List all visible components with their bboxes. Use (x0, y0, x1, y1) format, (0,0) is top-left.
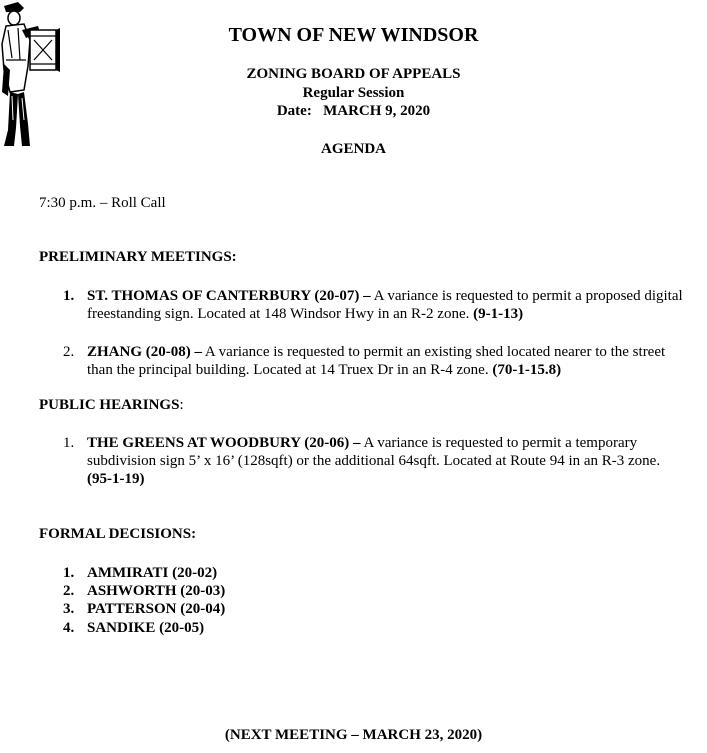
preliminary-item (63, 343, 688, 379)
item-description: A variance is requested to permit a proposed digital freestanding sign. Located at 148 Windsor Hwy in an R-2 zone. (87, 288, 683, 322)
item-description: A variance is requested to permit an existing shed located nearer to the street than the principal building. Located at 14 Truex Dr in an R-4 zone. (87, 344, 666, 378)
public-hearings-heading (39, 397, 184, 414)
preliminary-item (63, 287, 688, 323)
item-parcel-ref: (9-1-13) (473, 306, 524, 322)
formal-decision-item (63, 619, 688, 637)
public-hearing-item (63, 434, 688, 488)
session-type: Regular Session (302, 85, 405, 101)
item-body (87, 343, 688, 379)
meeting-date (0, 103, 707, 120)
date-label: Date: (276, 103, 312, 119)
item-number: 1. (63, 565, 75, 581)
item-number: 2. (63, 583, 75, 599)
item-parcel-ref: (70-1-15.8) (492, 362, 562, 378)
roll-call: 7:30 p.m. – Roll Call (39, 195, 166, 211)
agenda-heading: AGENDA (320, 141, 386, 157)
date-value: MARCH 9, 2020 (323, 103, 431, 119)
item-parcel-ref: (95-1-19) (87, 471, 145, 487)
preliminary-heading: PRELIMINARY MEETINGS: (39, 249, 237, 265)
item-number: 3. (63, 601, 75, 617)
public-hearings-title: PUBLIC HEARINGS (39, 397, 180, 413)
next-meeting-note: (NEXT MEETING – MARCH 23, 2020) (224, 727, 483, 743)
formal-decision-item (63, 582, 688, 600)
item-number: 4. (63, 620, 75, 636)
item-description: A variance is requested to permit a temporary subdivision sign 5’ x 16’ (128sqft) or the additional 64sqft. Located at Route 94 in an R-3 zone. (87, 435, 661, 469)
item-body (87, 434, 688, 488)
formal-decision-item (63, 600, 688, 618)
item-applicant: ST. THOMAS OF CANTERBURY (20-07) – (87, 288, 371, 304)
board-name: ZONING BOARD OF APPEALS (246, 66, 461, 82)
item-number: 2. (63, 344, 75, 360)
formal-decision-item (63, 564, 688, 582)
item-applicant: PATTERSON (20-04) (87, 601, 226, 617)
item-applicant: AMMIRATI (20-02) (87, 565, 218, 581)
public-hearings-colon: : (179, 397, 184, 413)
item-applicant: SANDIKE (20-05) (87, 620, 205, 636)
item-number: 1. (63, 288, 75, 304)
item-applicant: THE GREENS AT WOODBURY (20-06) – (87, 435, 361, 451)
formal-decisions-heading: FORMAL DECISIONS: (39, 526, 197, 542)
item-number: 1. (63, 435, 75, 451)
item-applicant: ASHWORTH (20-03) (87, 583, 226, 599)
item-body (87, 287, 688, 323)
item-applicant: ZHANG (20-08) – (87, 344, 202, 360)
page-title: TOWN OF NEW WINDSOR (228, 24, 479, 46)
